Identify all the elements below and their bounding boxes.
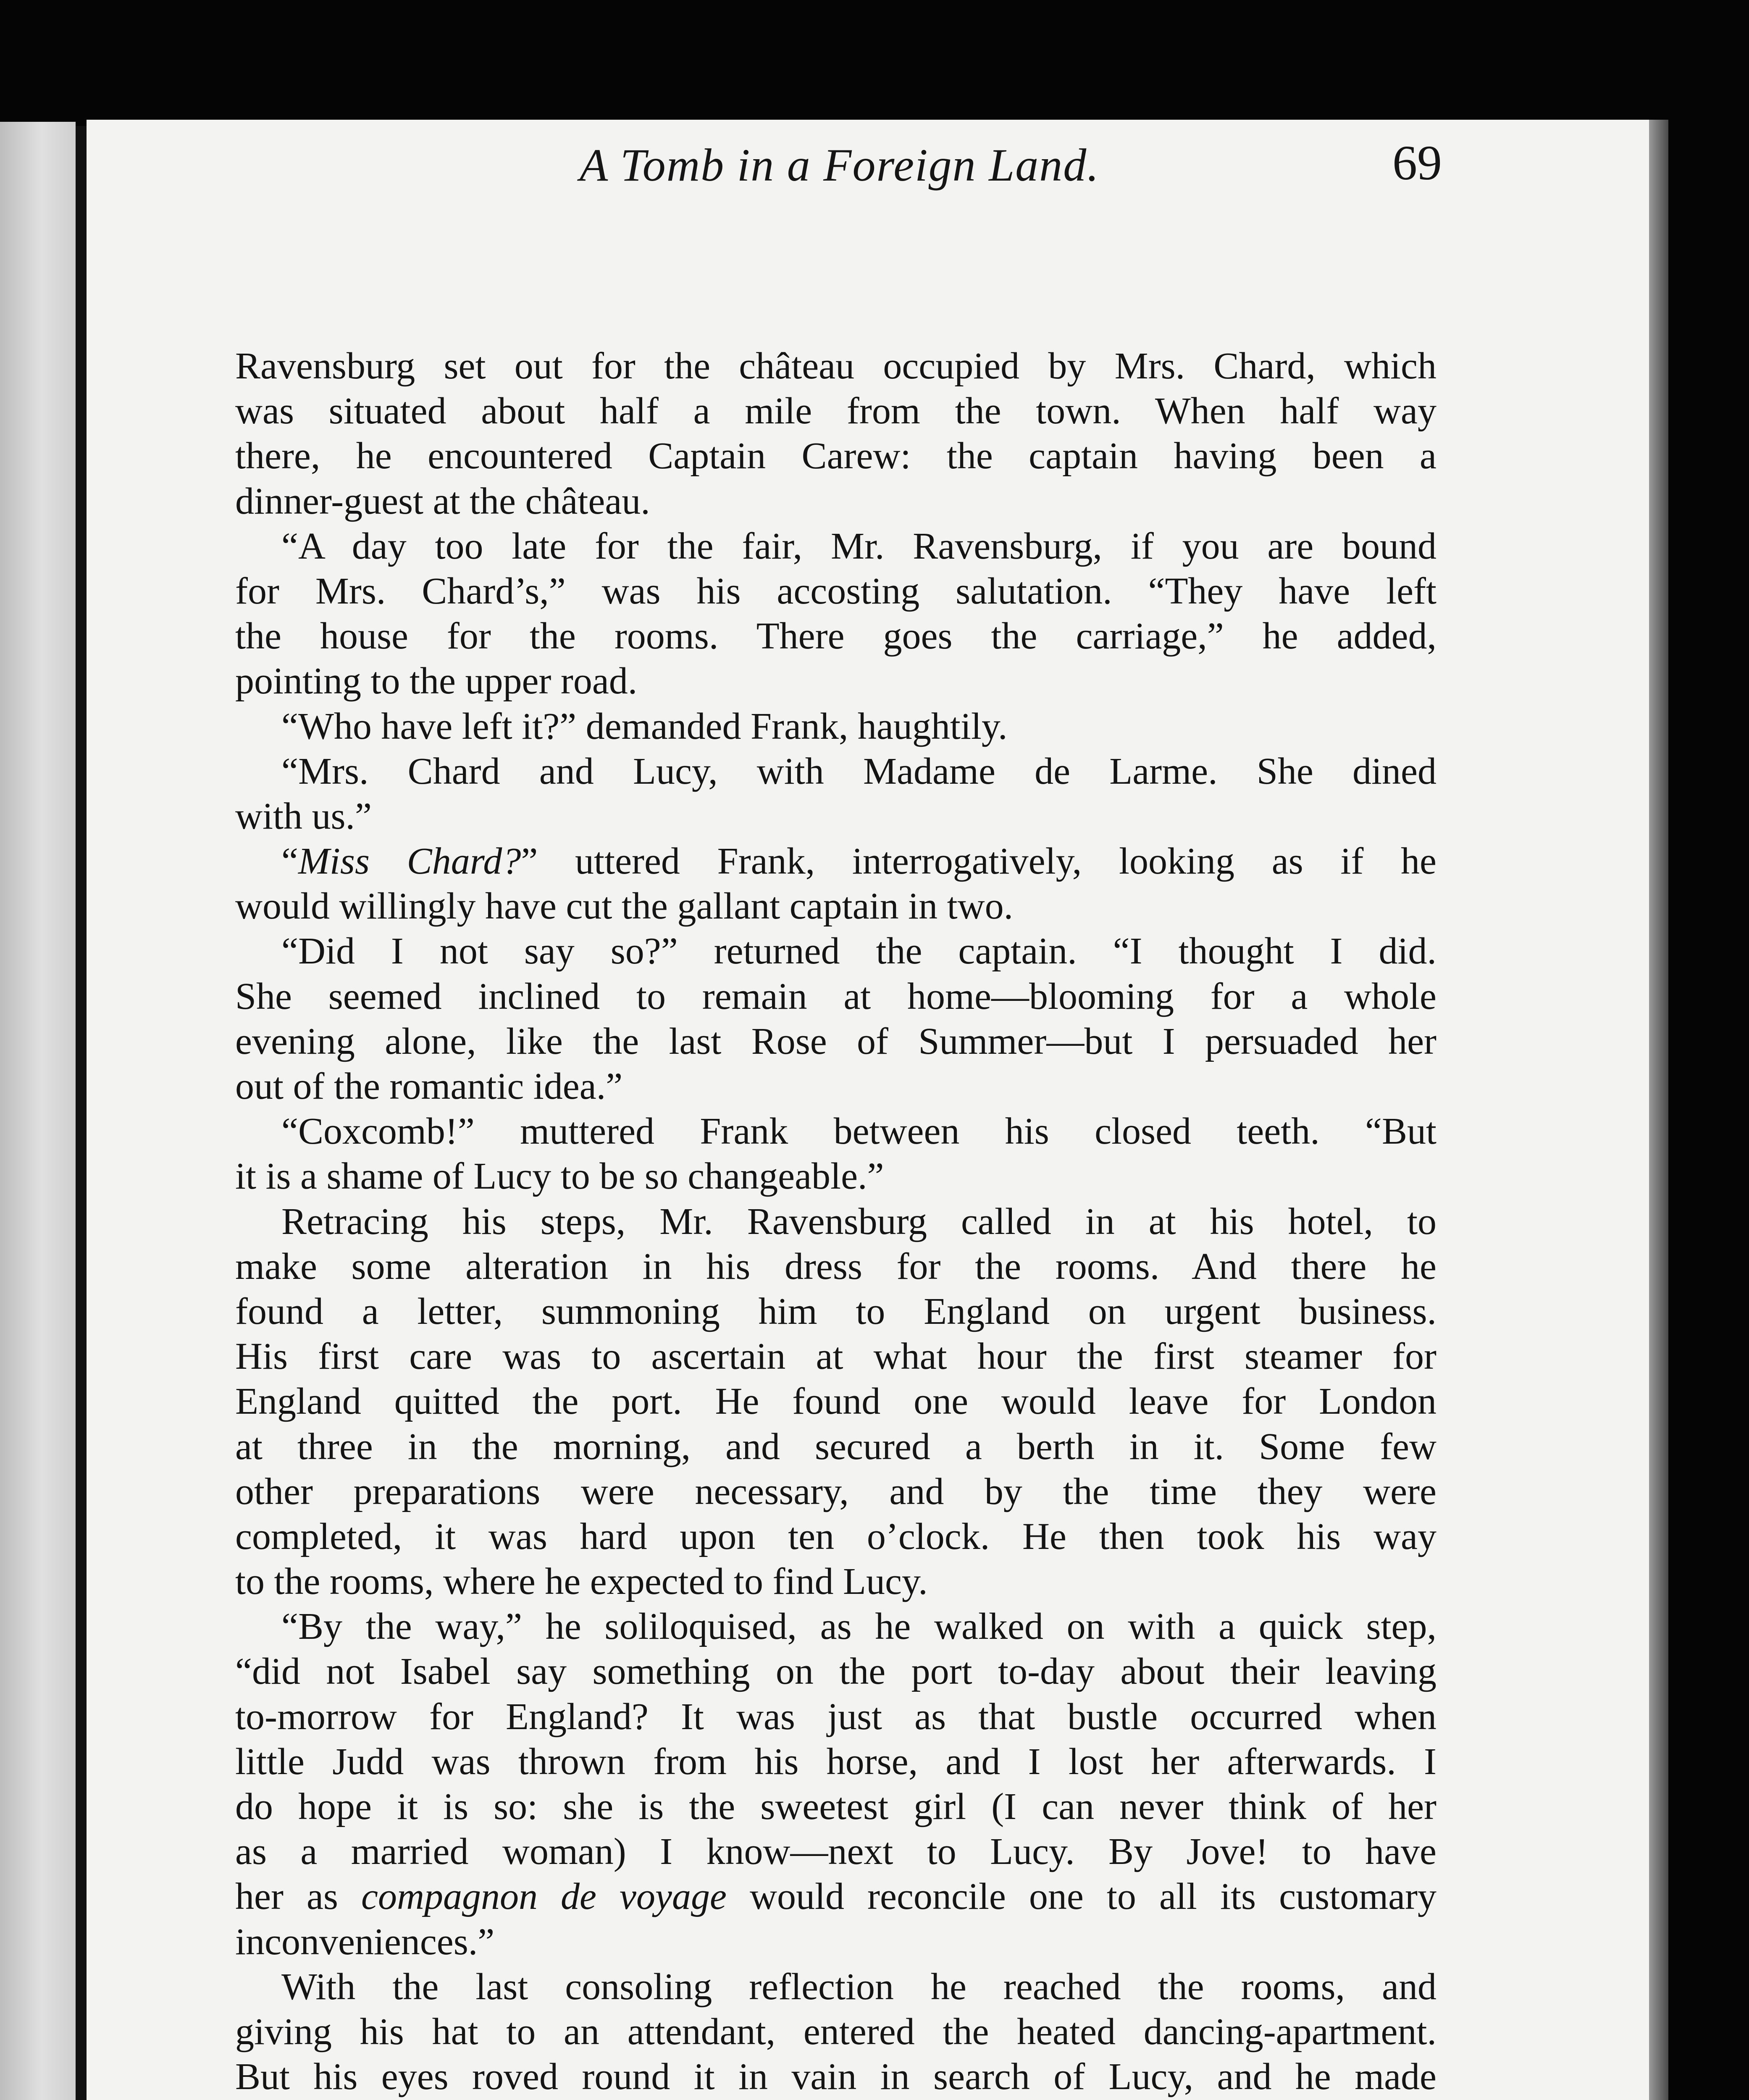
text-line: With the last consoling reflection he reached the rooms, and xyxy=(281,1966,1436,2008)
running-head-title: A Tomb in a Foreign Land. xyxy=(580,139,1100,191)
text-line: She seemed inclined to remain at home—blooming for a whole xyxy=(235,975,1436,1017)
text-line: found a letter, summoning him to England on urgent business. xyxy=(235,1290,1436,1332)
text-line: Retracing his steps, Mr. Ravensburg called in at his hotel, to xyxy=(281,1200,1436,1242)
text-line: But his eyes roved round it in vain in search of Lucy, and he made xyxy=(235,2056,1436,2098)
text-line-segment: would reconcile one to all its customary xyxy=(726,1876,1436,1918)
text-line xyxy=(235,1874,1436,1919)
text-line: “By the way,” he soliloquised, as he walked on with a quick step, xyxy=(281,1606,1436,1648)
text-line: for Mrs. Chard’s,” was his accosting salutation. “They have left xyxy=(235,570,1436,612)
text-line: there, he encountered Captain Carew: the captain having been a xyxy=(235,435,1436,477)
text-line: was situated about half a mile from the town. When half way xyxy=(235,390,1436,432)
text-line: giving his hat to an attendant, entered the heated dancing-apartment. xyxy=(235,2011,1436,2053)
text-line: “Who have left it?” demanded Frank, haughtily. xyxy=(281,705,1008,747)
text-line: inconveniences.” xyxy=(235,1921,495,1963)
text-line: England quitted the port. He found one would leave for London xyxy=(235,1381,1436,1423)
facing-page-edge xyxy=(0,122,76,2100)
text-line-segment: her as xyxy=(235,1876,362,1918)
italic-phrase: compagnon de voyage xyxy=(361,1876,727,1918)
text-line xyxy=(235,839,1436,884)
text-line: “A day too late for the fair, Mr. Ravensburg, if you are bound xyxy=(281,525,1436,567)
text-line: Ravensburg set out for the château occupied by Mrs. Chard, which xyxy=(235,345,1436,387)
text-line: would willingly have cut the gallant captain in two. xyxy=(235,885,1014,927)
italic-phrase: Miss Chard? xyxy=(298,840,521,882)
text-line: at three in the morning, and secured a berth in it. Some few xyxy=(235,1425,1436,1467)
text-line: do hope it is so: she is the sweetest girl (I can never think of her xyxy=(235,1786,1436,1827)
text-line: completed, it was hard upon ten o’clock. He then took his way xyxy=(235,1515,1436,1557)
text-line: evening alone, like the last Rose of Summer—but I persuaded her xyxy=(235,1020,1436,1062)
text-line: pointing to the upper road. xyxy=(235,660,638,702)
text-line: with us.” xyxy=(235,795,372,837)
text-line: His first care was to ascertain at what hour the first steamer for xyxy=(235,1336,1436,1378)
text-line: other preparations were necessary, and by the time they were xyxy=(235,1470,1436,1512)
text-line: make some alteration in his dress for the rooms. And there he xyxy=(235,1245,1436,1287)
book-gutter xyxy=(76,126,87,2100)
text-line: “Did I not say so?” returned the captain. “I thought I did. xyxy=(281,930,1436,972)
text-line: to-morrow for England? It was just as that bustle occurred when xyxy=(235,1696,1436,1738)
page-number: 69 xyxy=(1392,135,1442,190)
text-line: “Mrs. Chard and Lucy, with Madame de Larme. She dined xyxy=(281,750,1436,792)
text-line: it is a shame of Lucy to be so changeable.” xyxy=(235,1155,884,1197)
page-edge-shadow xyxy=(1649,120,1668,2100)
text-line: little Judd was thrown from his horse, and I lost her afterwards. I xyxy=(235,1740,1436,1782)
text-line: to the rooms, where he expected to find Lucy. xyxy=(235,1561,928,1603)
text-line-segment: “ xyxy=(281,840,298,882)
text-line: “did not Isabel say something on the port to-day about their leaving xyxy=(235,1651,1436,1693)
text-line: as a married woman) I know—next to Lucy. By Jove! to have xyxy=(235,1831,1436,1873)
text-line: out of the romantic idea.” xyxy=(235,1066,623,1107)
text-line: dinner-guest at the château. xyxy=(235,480,650,522)
text-line: “Coxcomb!” muttered Frank between his closed teeth. “But xyxy=(281,1110,1436,1152)
text-line: the house for the rooms. There goes the carriage,” he added, xyxy=(235,615,1436,657)
text-line-segment: ” uttered Frank, interrogatively, looking as if he xyxy=(521,840,1436,882)
body-text xyxy=(235,344,1436,2100)
